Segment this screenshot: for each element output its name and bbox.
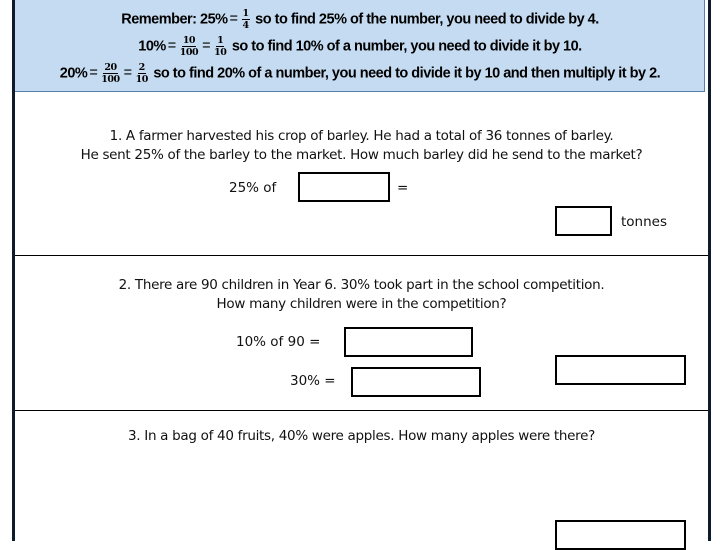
- q1-work-label: 25% of: [229, 180, 277, 196]
- equals-sign: =: [89, 65, 98, 82]
- q2-answer-box[interactable]: [555, 355, 686, 385]
- reminder-box: [15, 0, 705, 92]
- q2-step2-box[interactable]: [351, 367, 481, 397]
- fraction-ten-hundredths: [180, 35, 198, 58]
- reminder-line-3-suffix: so to find 20% of a number, you need to divide it by 10 and then multiply it by 2.: [153, 65, 661, 82]
- reminder-line-2: [15, 35, 705, 58]
- question-2-line-1: 2. There are 90 children in Year 6. 30% took part in the school competition.: [118, 277, 605, 293]
- q2-step1-box[interactable]: [344, 327, 473, 357]
- question-divider-2: [15, 410, 708, 411]
- q1-number-input-box[interactable]: [298, 172, 390, 202]
- equals-sign: =: [123, 65, 132, 82]
- page-border-right: [708, 0, 711, 541]
- q2-step2-label: 30% =: [290, 373, 336, 389]
- q2-step1-label: 10% of 90 =: [236, 334, 321, 350]
- reminder-line-1-prefix: Remember: 25%: [121, 11, 228, 28]
- q1-equals-sign: =: [397, 180, 409, 196]
- q3-answer-box[interactable]: [555, 520, 686, 550]
- equals-sign: =: [202, 38, 211, 55]
- question-1-line-2: He sent 25% of the barley to the market. How much barley did he send to the market?: [80, 147, 643, 163]
- fraction-numerator: 2: [138, 62, 145, 73]
- reminder-line-1-suffix: so to find 25% of the number, you need to divide by 4.: [255, 11, 599, 28]
- reminder-line-3: [15, 62, 705, 85]
- fraction-numerator: 1: [217, 35, 224, 46]
- equals-sign: =: [167, 38, 176, 55]
- fraction-denominator: 10: [214, 47, 227, 58]
- q1-answer-box[interactable]: [555, 206, 612, 236]
- fraction-denominator: 10: [135, 74, 148, 85]
- reminder-line-3-prefix: 20%: [59, 65, 88, 82]
- fraction-two-tenths: [136, 62, 148, 85]
- reminder-line-1: [15, 8, 705, 31]
- fraction-denominator: 100: [101, 74, 120, 85]
- reminder-line-2-suffix: so to find 10% of a number, you need to divide it by 10.: [231, 38, 582, 55]
- question-2-line-2: How many children were in the competition?: [216, 296, 507, 312]
- fraction-numerator: 10: [182, 35, 196, 46]
- fraction-numerator: 20: [104, 62, 117, 73]
- fraction-numerator: 1: [242, 8, 249, 19]
- fraction-twenty-hundredths: [101, 62, 119, 85]
- fraction-one-tenth: [214, 35, 226, 58]
- fraction-one-quarter: [242, 8, 250, 31]
- fraction-denominator: 100: [179, 47, 199, 58]
- question-3-line-1: 3. In a bag of 40 fruits, 40% were apples. How many apples were there?: [127, 428, 595, 444]
- q1-unit-label: tonnes: [621, 214, 668, 230]
- question-divider-1: [15, 255, 708, 256]
- fraction-denominator: 4: [242, 20, 249, 31]
- question-1-line-1: 1. A farmer harvested his crop of barley. He had a total of 36 tonnes of barley.: [109, 128, 614, 144]
- equals-sign: =: [229, 11, 238, 28]
- reminder-line-2-prefix: 10%: [138, 38, 166, 55]
